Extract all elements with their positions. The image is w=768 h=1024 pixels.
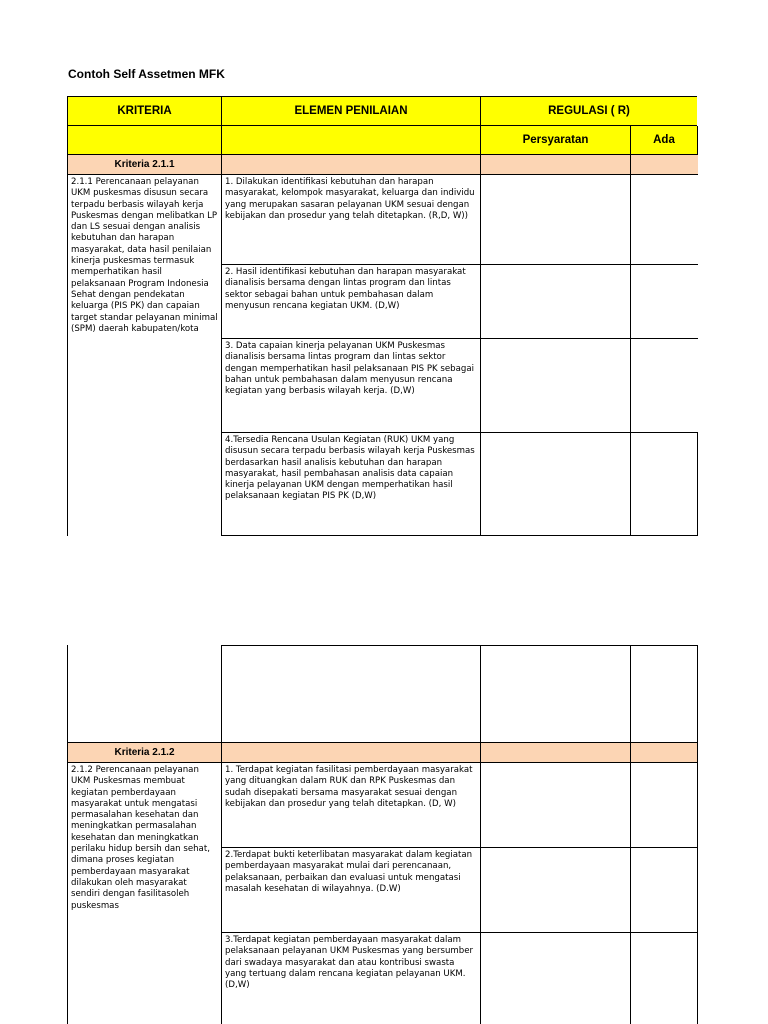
ada-cell[interactable] xyxy=(630,339,698,433)
kriteria-2-1-1-band xyxy=(630,155,698,174)
kriteria-2-1-1-band xyxy=(221,155,480,174)
document-title: Contoh Self Assetmen MFK xyxy=(68,67,225,81)
ada-cell[interactable] xyxy=(630,848,698,933)
ada-cell[interactable] xyxy=(630,433,698,536)
ada-cell[interactable] xyxy=(630,265,698,339)
elemen-penilaian-cell: 3.Terdapat kegiatan pemberdayaan masyarakat dalam pelaksanaan pelayanan UKM Puskesmas yang bersumber dari swadaya masyarakat dan atau kontribusi swasta yang tertuang dalam rencana kegiatan pelayanan UKM. (D,W) xyxy=(221,933,480,1024)
header-ada: Ada xyxy=(630,126,698,155)
ada-cell[interactable] xyxy=(630,645,698,742)
kriteria-2-1-2-label: Kriteria 2.1.2 xyxy=(67,742,221,762)
persyaratan-cell[interactable] xyxy=(480,645,630,742)
persyaratan-cell[interactable] xyxy=(480,433,630,536)
header-elemen-penilaian: ELEMEN PENILAIAN xyxy=(221,96,480,126)
elemen-penilaian-cell: 2.Terdapat bukti keterlibatan masyarakat dalam kegiatan pemberdayaan masyarakat mulai dari perencanaan, pelaksanaan, perbaikan dan evaluasi untuk mengatasi masalah kesehatan di wilayahnya. (D.W) xyxy=(221,848,480,933)
kriteria-2-1-2-text: 2.1.2 Perencanaan pelayanan UKM Puskesmas membuat kegiatan pemberdayaan masyarakat untuk mengatasi permasalahan kesehatan dan meningkatkan permasalahan kesehatan dan meningkatkan perilaku hidup bersih dan sehat, dimana proses kegiatan pemberdayaan masyarakat dilakukan oleh masyarakat sendiri dengan fasilitasoleh puskesmas xyxy=(67,762,221,1024)
persyaratan-cell[interactable] xyxy=(480,174,630,265)
header-persyaratan: Persyaratan xyxy=(480,126,630,155)
header-regulasi: REGULASI ( R) xyxy=(480,96,697,126)
kriteria-2-1-2-band xyxy=(221,742,480,762)
header-kriteria-sub xyxy=(67,126,221,155)
ada-cell[interactable] xyxy=(630,933,698,1024)
kriteria-2-1-1-label: Kriteria 2.1.1 xyxy=(67,155,221,174)
kriteria-2-1-1-text: 2.1.1 Perencanaan pelayanan UKM puskesmas disusun secara terpadu berbasis wilayah kerja Puskesmas dengan melibatkan LP dan LS sesuai dengan analisis kebutuhan dan harapan masyarakat, data hasil penilaian kinerja puskesmas termasuk memperhatikan hasil pelaksanaan Program Indonesia Sehat dengan pendekatan keluarga (PIS PK) dan capaian target standar pelayanan minimal (SPM) daerah kabupaten/kota xyxy=(67,174,221,536)
persyaratan-cell[interactable] xyxy=(480,848,630,933)
persyaratan-cell[interactable] xyxy=(480,933,630,1024)
kriteria-continuation-cell xyxy=(67,645,221,742)
ada-cell[interactable] xyxy=(630,762,698,848)
persyaratan-cell[interactable] xyxy=(480,265,630,339)
persyaratan-cell[interactable] xyxy=(480,762,630,848)
elemen-penilaian-cell: 1. Terdapat kegiatan fasilitasi pemberdayaan masyarakat yang dituangkan dalam RUK dan RPK Puskesmas dan sudah disepakati bersama masyarakat sesuai dengan kebijakan dan prosedur yang telah ditetapkan. (D, W) xyxy=(221,762,480,848)
kriteria-2-1-1-band xyxy=(480,155,630,174)
kriteria-2-1-2-band xyxy=(480,742,630,762)
ada-cell[interactable] xyxy=(630,174,698,265)
kriteria-2-1-2-band xyxy=(630,742,698,762)
header-elemen-sub xyxy=(221,126,480,155)
elemen-continuation-cell xyxy=(221,645,480,742)
persyaratan-cell[interactable] xyxy=(480,339,630,433)
elemen-penilaian-cell: 4.Tersedia Rencana Usulan Kegiatan (RUK) UKM yang disusun secara terpadu berbasis wilayah kerja Puskesmas berdasarkan hasil analisis kebutuhan dan harapan masyarakat, hasil pembahasan analisis data capaian kinerja pelayanan UKM dengan memperhatikan hasil pelaksanaan kegiatan PIS PK (D,W) xyxy=(221,433,480,536)
elemen-penilaian-cell: 1. Dilakukan identifikasi kebutuhan dan harapan masyarakat, kelompok masyarakat, keluarga dan individu yang merupakan sasaran pelayanan UKM sesuai dengan kebijakan dan prosedur yang telah ditetapkan. (R,D, W)) xyxy=(221,174,480,265)
elemen-penilaian-cell: 2. Hasil identifikasi kebutuhan dan harapan masyarakat dianalisis bersama dengan lintas program dan lintas sektor sebagai bahan untuk pembahasan dalam menyusun rencana kegiatan UKM. (D,W) xyxy=(221,265,480,339)
header-kriteria: KRITERIA xyxy=(67,96,221,126)
elemen-penilaian-cell: 3. Data capaian kinerja pelayanan UKM Puskesmas dianalisis bersama lintas program dan lintas sektor dengan memperhatikan hasil pelaksanaan PIS PK sebagai bahan untuk pembahasan dalam menyusun rencana kegiatan yang berbasis wilayah kerja. (D,W) xyxy=(221,339,480,433)
